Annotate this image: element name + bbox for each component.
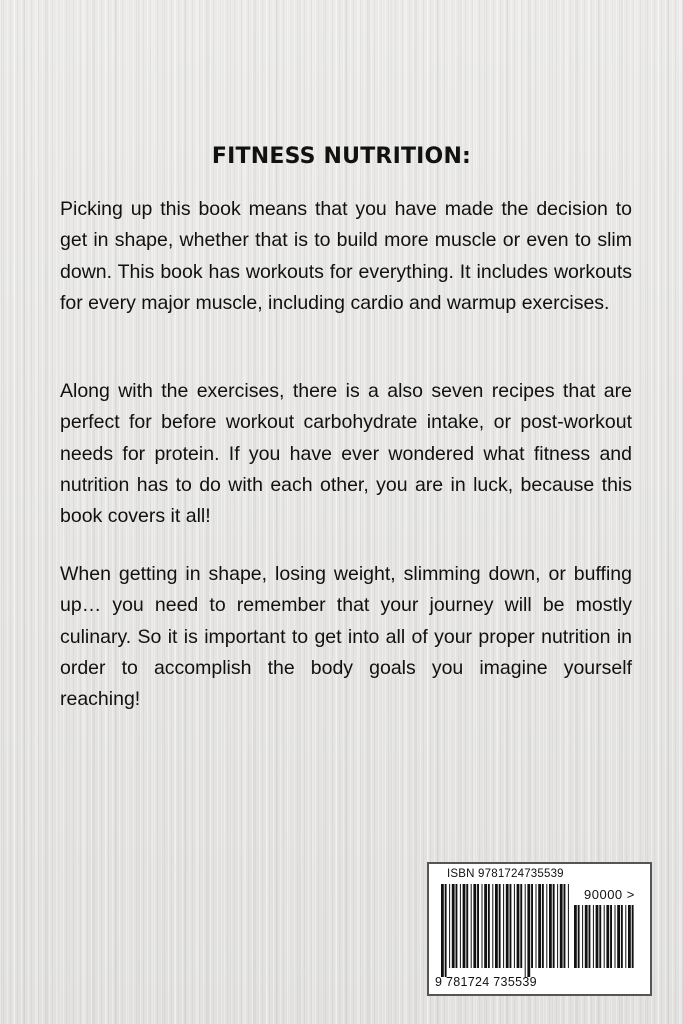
barcode-bar [599,905,601,968]
barcode-bar [553,884,555,968]
blurb-paragraph-2: Along with the exercises, there is a also seven recipes that are perfect for before workout carbohydrate intake, or post-workout needs for protein. If you have ever wondered what fitness and nutrition has to do with each other, you are in luck, because this book covers it all! [60,380,632,528]
isbn-barcode [427,862,652,996]
barcode-bar [549,884,552,968]
cover-title: FITNESS NUTRITION: [211,144,472,169]
barcode-bars-main [441,884,569,977]
barcode-bar [466,884,468,968]
barcode-bar [564,884,566,968]
barcode-bar [578,905,580,968]
barcode-bar [596,905,599,968]
barcode-bar [574,905,577,968]
barcode-bar [520,884,522,968]
barcode-bar [506,884,509,968]
barcode-bar [531,884,533,968]
barcode-bar [585,905,588,968]
barcode-bar [514,884,515,968]
barcode-bar [445,884,447,977]
barcode-bar [456,884,458,968]
barcode-bar [557,884,558,968]
barcode-bar [560,884,563,968]
blurb-paragraph-1: Picking up this book means that you have made the decision to get in shape, whether that is to build more muscle or even to slim down. This book has workouts for everything. It includes workouts for every major muscle, including cardio and warmup exercises. [60,198,632,314]
barcode-bar [452,884,455,968]
isbn-digits: 9 781724 735539 [435,975,537,989]
barcode-bar [615,905,616,968]
barcode-bar [492,884,493,968]
barcode-bar [488,884,490,968]
barcode-bar [617,905,620,968]
barcode-bar [510,884,512,968]
barcode-bar [536,884,537,968]
barcode-bar [499,884,501,968]
barcode-bar [604,905,605,968]
barcode-bar [610,905,612,968]
isbn-label: ISBN 9781724735539 [447,868,564,880]
barcode-bar [449,884,450,968]
barcode-bar [517,884,520,968]
barcode-bars-addon [574,905,636,977]
barcode-bar [484,884,487,968]
barcode-bar [503,884,504,968]
barcode-bar [625,905,626,968]
price-code: 90000 > [584,887,635,902]
barcode-bar [527,884,530,977]
barcode-bar [621,905,623,968]
barcode-bar [441,884,444,977]
barcode-bar [460,884,461,968]
barcode-bar [471,884,472,968]
barcode-bar [477,884,479,968]
barcode-bar [538,884,541,968]
barcode-bar [495,884,498,968]
barcode-bar [473,884,476,968]
barcode-bar [482,884,483,968]
barcode-bar [463,884,466,968]
barcode-bar [628,905,631,968]
barcode-bar [606,905,609,968]
barcode-bar [568,884,569,968]
blurb-paragraph-3: When getting in shape, losing weight, slimming down, or buffing up… you need to remember that your journey will be mostly culinary. So it is important to get into all of your proper nutrition in order to accomplish the body goals you imagine yourself reaching! [60,563,632,711]
barcode-bar [589,905,591,968]
barcode-bar [582,905,583,968]
barcode-bar [525,884,526,977]
barcode-bar [542,884,544,968]
barcode-bar [546,884,547,968]
barcode-bar [593,905,594,968]
barcode-bar [632,905,634,968]
